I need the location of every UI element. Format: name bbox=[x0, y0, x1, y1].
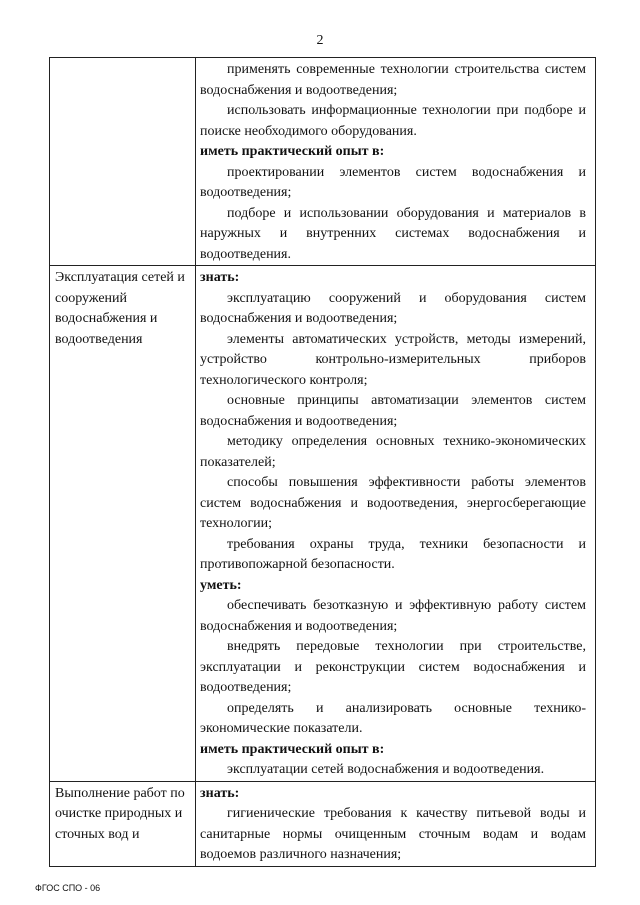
requirements-table bbox=[49, 57, 596, 867]
table-row bbox=[50, 58, 596, 266]
footer-code: ФГОС СПО - 06 bbox=[35, 883, 101, 893]
requirement-item: гигиенические требования к качеству питьевой воды и санитарные нормы очищенным сточным водам и водам водоемов различного назначения; bbox=[200, 806, 586, 862]
section-heading: знать: bbox=[200, 270, 240, 285]
requirement-item: требования охраны труда, техники безопасности и противопожарной безопасности. bbox=[200, 536, 586, 572]
requirement-item: определять и анализировать основные технико-экономические показатели. bbox=[200, 700, 586, 736]
section-heading: знать: bbox=[200, 785, 240, 801]
requirements-cell bbox=[196, 266, 596, 782]
activity-cell bbox=[50, 58, 196, 266]
table-row bbox=[50, 266, 596, 782]
requirement-item: использовать информационные технологии при подборе и поиске необходимого оборудования. bbox=[200, 103, 586, 139]
requirement-item: эксплуатации сетей водоснабжения и водоотведения. bbox=[227, 762, 545, 777]
section-heading: иметь практический опыт в: bbox=[200, 144, 385, 159]
section-heading: уметь: bbox=[200, 577, 242, 593]
requirement-item: эксплуатацию сооружений и оборудования систем водоснабжения и водоотведения; bbox=[200, 290, 586, 326]
activity-cell bbox=[50, 266, 196, 782]
requirement-item: методику определения основных технико-экономических показателей; bbox=[200, 434, 586, 470]
requirement-item: проектировании элементов систем водоснабжения и водоотведения; bbox=[200, 164, 586, 200]
requirement-item: основные принципы автоматизации элементов систем водоснабжения и водоотведения; bbox=[200, 393, 586, 429]
requirements-cell bbox=[196, 58, 596, 266]
requirement-item: способы повышения эффективности работы элементов систем водоснабжения и водоотведения, энергосберегающие технологии; bbox=[200, 475, 586, 531]
requirement-item: подборе и использовании оборудования и материалов в наружных и внутренних системах водоснабжения и водоотведения. bbox=[200, 205, 586, 262]
page-number: 2 bbox=[316, 33, 324, 48]
requirements-cell bbox=[196, 781, 596, 866]
requirement-item: внедрять передовые технологии при строительстве, эксплуатации и реконструкции систем водоснабжения и водоотведения; bbox=[200, 639, 586, 695]
table-row bbox=[50, 781, 596, 866]
requirement-item: элементы автоматических устройств, методы измерений, устройство контрольно-измерительных приборов технологического контроля; bbox=[200, 331, 586, 388]
section-heading: иметь практический опыт в: bbox=[200, 741, 385, 757]
activity-name: Выполнение работ по очистке природных и сточных вод и bbox=[55, 785, 185, 842]
activity-name: Эксплуатация сетей и сооружений водоснабжения и водоотведения bbox=[55, 270, 185, 347]
requirement-item: применять современные технологии строительства систем водоснабжения и водоотведения; bbox=[200, 62, 586, 98]
requirement-item: обеспечивать безотказную и эффективную работу систем водоснабжения и водоотведения; bbox=[200, 598, 586, 634]
activity-cell bbox=[50, 781, 196, 866]
